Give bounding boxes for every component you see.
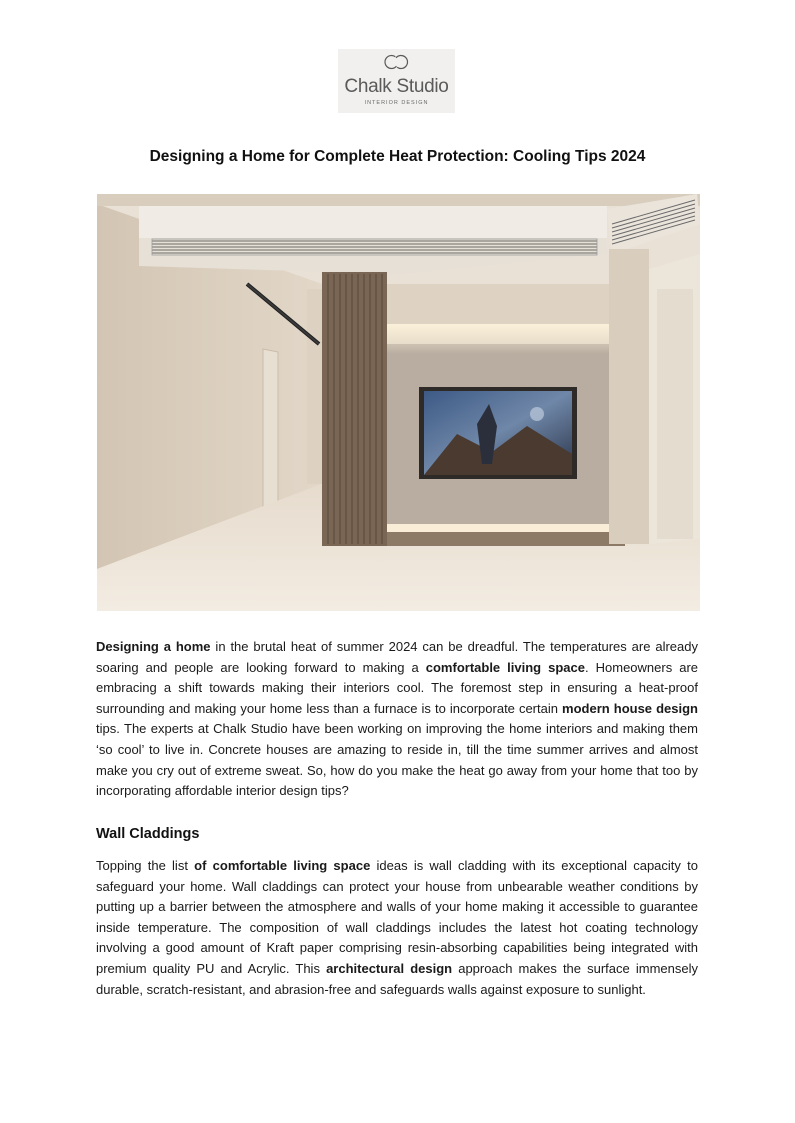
section-heading-wall-claddings: Wall Claddings bbox=[96, 826, 200, 842]
intro-text-3: tips. The experts at Chalk Studio have been working on improving the home interiors and making them ‘so cool’ to live in. Concrete houses are amazing to reside in, till the time summer arrives and almost make you cry out of extreme sweat. So, how do you make the heat go away from your home that too by incorporating affordable interior design tips? bbox=[96, 721, 698, 799]
interior-photo bbox=[97, 194, 700, 611]
wall-text-1: Topping the list bbox=[96, 858, 195, 873]
keyword-modern-house-design: modern house design bbox=[562, 700, 698, 716]
wall-claddings-paragraph bbox=[96, 856, 698, 1000]
keyword-comfortable-living-space: comfortable living space bbox=[425, 659, 585, 675]
keyword-architectural-design: architectural design bbox=[326, 960, 453, 976]
page-title: Designing a Home for Complete Heat Protection: Cooling Tips 2024 bbox=[149, 148, 646, 165]
link-designing-a-home: Designing a home bbox=[96, 639, 211, 654]
wall-text-3: approach makes the surface immensely durable, scratch-resistant, and abrasion-free and safeguards walls against exposure to sunlight. bbox=[96, 960, 698, 997]
keyword-of-comfortable-living-space: of comfortable living space bbox=[194, 858, 371, 873]
brand-logo bbox=[338, 49, 455, 113]
logo-tagline: INTERIOR DESIGN bbox=[364, 100, 429, 106]
intro-paragraph bbox=[96, 637, 698, 802]
intro-text-2: . Homeowners are embracing a shift towards making their interiors cool. The foremost step in ensuring a heat-proof surrounding and making your home less than a furnace is to incorporate certain bbox=[96, 659, 699, 716]
logo-name: Chalk Studio bbox=[344, 76, 449, 97]
chalk-studio-logo-icon bbox=[338, 53, 455, 71]
intro-text-1: in the brutal heat of summer 2024 can be dreadful. The temperatures are already soaring and people are looking forward to making a bbox=[96, 639, 698, 675]
wall-text-2: ideas is wall cladding with its exceptional capacity to safeguard your home. Wall claddings can protect your house from unbearable weather conditions by putting up a barrier between the atmosphere and walls of your home making it accessible to guarantee inside temperature. The composition of wall claddings includes the latest hot coating technology involving a good amount of Kraft paper comprising resin-absorbing capabilities being integrated with premium quality PU and Acrylic. This bbox=[96, 858, 698, 976]
